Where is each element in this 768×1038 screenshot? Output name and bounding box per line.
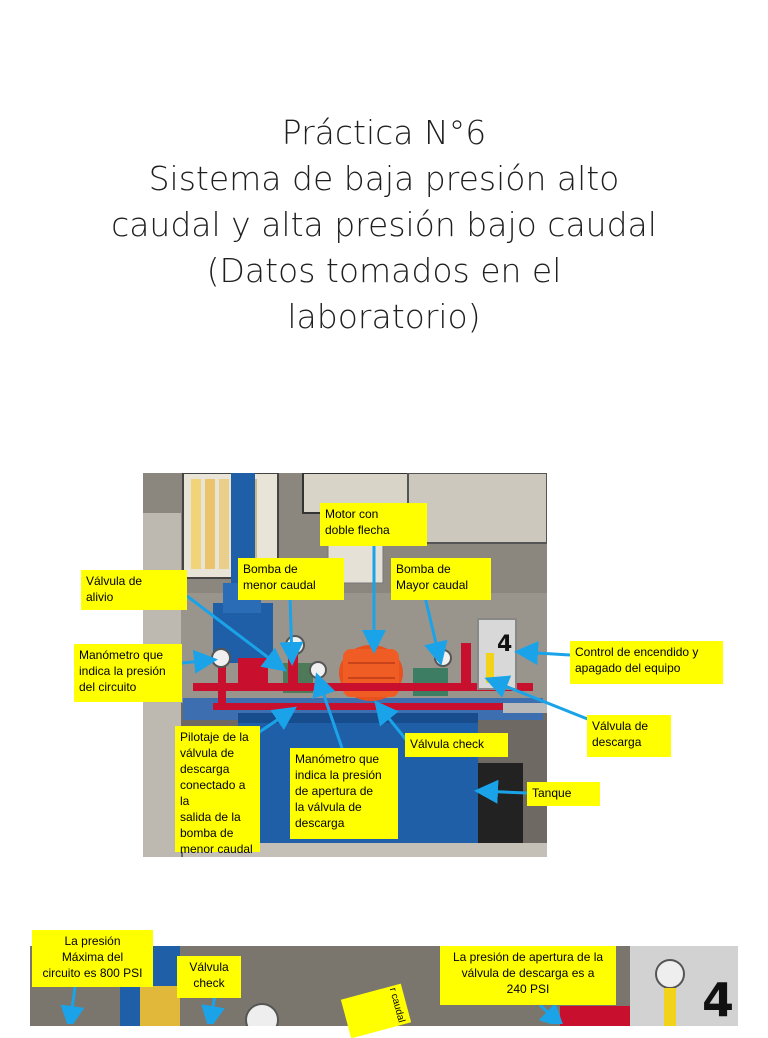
callout-valvula-descarga: Válvula de descarga [587,715,671,757]
callout-control: Control de encendido y apagado del equipo [570,641,723,684]
callout-valvula-alivio: Válvula de alivio [81,570,187,610]
callout-motor: Motor con doble flecha [320,503,427,546]
callout-tanque: Tanque [527,782,600,806]
callout-rotated: r caudal [341,984,411,1038]
title-line: caudal y alta presión bajo caudal [111,205,657,244]
callout-manometro-apertura: Manómetro que indica la presión de apertura de la válvula de descarga [290,748,398,839]
callout-valvula-check-2: Válvula check [177,956,241,998]
callout-valvula-check: Válvula check [405,733,508,757]
callout-bomba-menor: Bomba de menor caudal [238,558,344,600]
title-line: Sistema de baja presión alto [148,159,620,198]
station-number: 4 [497,632,513,657]
title-line: Práctica N°6 [281,113,487,152]
callout-presion-apertura: La presión de apertura de la válvula de descarga es a 240 PSI [440,946,616,1005]
callout-bomba-mayor: Bomba de Mayor caudal [391,558,491,600]
station-number-2: 4 [702,973,735,1026]
title-line: laboratorio) [287,297,481,336]
callout-pilotaje: Pilotaje de la válvula de descarga conectado a la salida de la bomba de menor caudal [175,726,260,852]
slide-title [60,110,708,340]
callout-presion-maxima: La presión Máxima del circuito es 800 PSI [32,930,153,987]
title-line: (Datos tomados en el [206,251,562,290]
callout-manometro-circuito: Manómetro que indica la presión del circuito [74,644,182,702]
